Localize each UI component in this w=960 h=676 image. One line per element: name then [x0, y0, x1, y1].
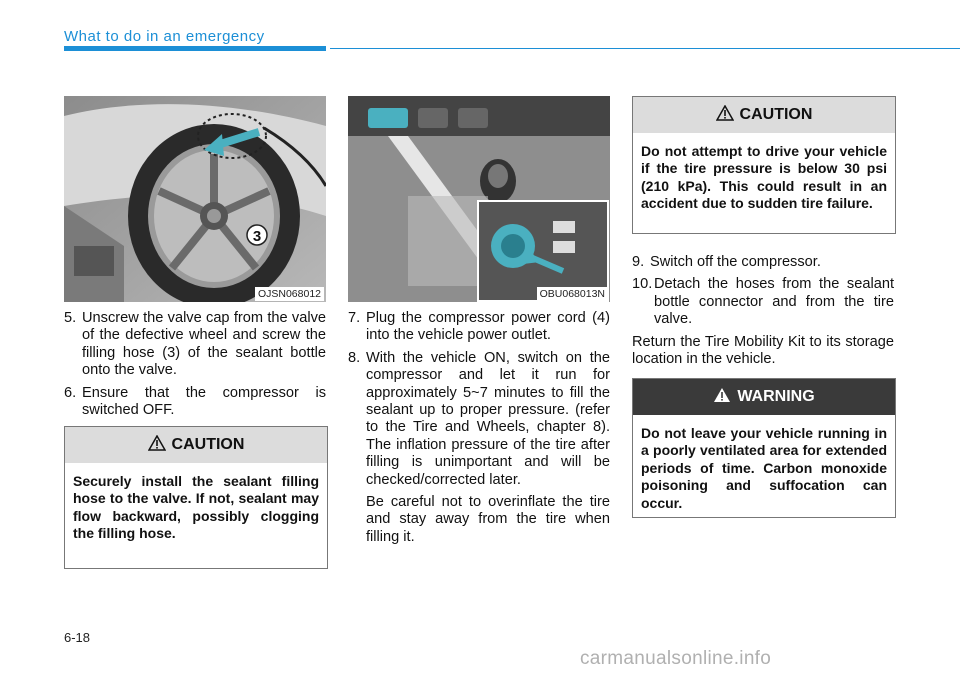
caution-box-left: [64, 426, 328, 569]
left-photo-code: OJSN068012: [255, 287, 324, 301]
step-8: [348, 350, 610, 489]
step-6: [64, 385, 326, 420]
step-9-text: Switch off the compressor.: [650, 254, 821, 270]
page-number: 6-18: [64, 630, 91, 645]
warning-title: WARNING: [737, 388, 815, 405]
middle-column-text: [348, 310, 610, 551]
step-9-number: 9.: [632, 254, 645, 270]
left-column-text: [64, 310, 326, 424]
section-header: [64, 26, 960, 52]
step-10-text: Detach the hoses from the sealant bottle connector and from the tire valve.: [654, 276, 894, 328]
caution-header-left: [65, 427, 327, 463]
caution-body-left: Securely install the sealant filling hose to the valve. If not, sealant may flow backward, possibly clogging the filling hose.: [73, 473, 319, 542]
middle-photo-code: OBU068013N: [537, 287, 608, 301]
caution-body-right: Do not attempt to drive your vehicle if the tire pressure is below 30 psi (210 kPa). This could result in an accident due to sudden tire failure.: [641, 143, 887, 212]
section-rule-thick: [64, 46, 326, 51]
step-5-text: Unscrew the valve cap from the valve of the defective wheel and screw the filling hose (3) of the sealant bottle onto the valve.: [82, 310, 326, 379]
step-8-note: Be careful not to overinflate the tire and stay away from the tire when filling it.: [366, 494, 610, 545]
step-7-number: 7.: [348, 310, 361, 326]
step-7-text: Plug the compressor power cord (4) into the vehicle power outlet.: [366, 310, 610, 344]
step-9: [632, 254, 894, 271]
wheel-illustration: [64, 96, 326, 302]
step-6-text: Ensure that the compressor is switched OFF.: [82, 384, 326, 419]
warning-triangle-icon: [716, 105, 734, 126]
section-title: What to do in an emergency: [64, 28, 265, 45]
step-10: [632, 276, 894, 328]
right-column-text: [632, 254, 894, 373]
caution-box-right: [632, 96, 896, 234]
step-8-number: 8.: [348, 349, 361, 366]
step-7: [348, 310, 610, 345]
outlet-photo: [348, 96, 610, 302]
step-8-text: With the vehicle ON, switch on the compressor and let it run for approximately 5~7 minutes to fill the sealant up to proper pressure. (refer to the Tire and Wheels, chapter 8). The inflation pressure of the tire after filling is unimportant and will be checked/corrected later.: [366, 349, 610, 488]
callout-number: 3: [252, 228, 262, 245]
warning-triangle-icon: [148, 435, 166, 456]
caution-header-right: [633, 97, 895, 133]
step-6-number: 6.: [64, 384, 77, 401]
caution-title-right: CAUTION: [739, 106, 813, 123]
step-5-number: 5.: [64, 310, 77, 326]
warning-header: [633, 379, 895, 415]
warning-box: [632, 378, 896, 518]
step-10-number: 10.: [632, 276, 653, 293]
outlet-illustration: [348, 96, 610, 302]
watermark: carmanualsonline.info: [580, 648, 772, 669]
wheel-photo: [64, 96, 326, 302]
return-kit-text: Return the Tire Mobility Kit to its storage location in the vehicle.: [632, 333, 894, 368]
caution-title-left: CAUTION: [171, 436, 245, 453]
warning-body: Do not leave your vehicle running in a poorly ventilated area for extended periods of time. Carbon monoxide poisoning and suffocation can occur.: [641, 425, 887, 511]
step-5: [64, 310, 326, 380]
section-rule-thin: [330, 48, 960, 49]
warning-triangle-icon: [713, 387, 731, 408]
